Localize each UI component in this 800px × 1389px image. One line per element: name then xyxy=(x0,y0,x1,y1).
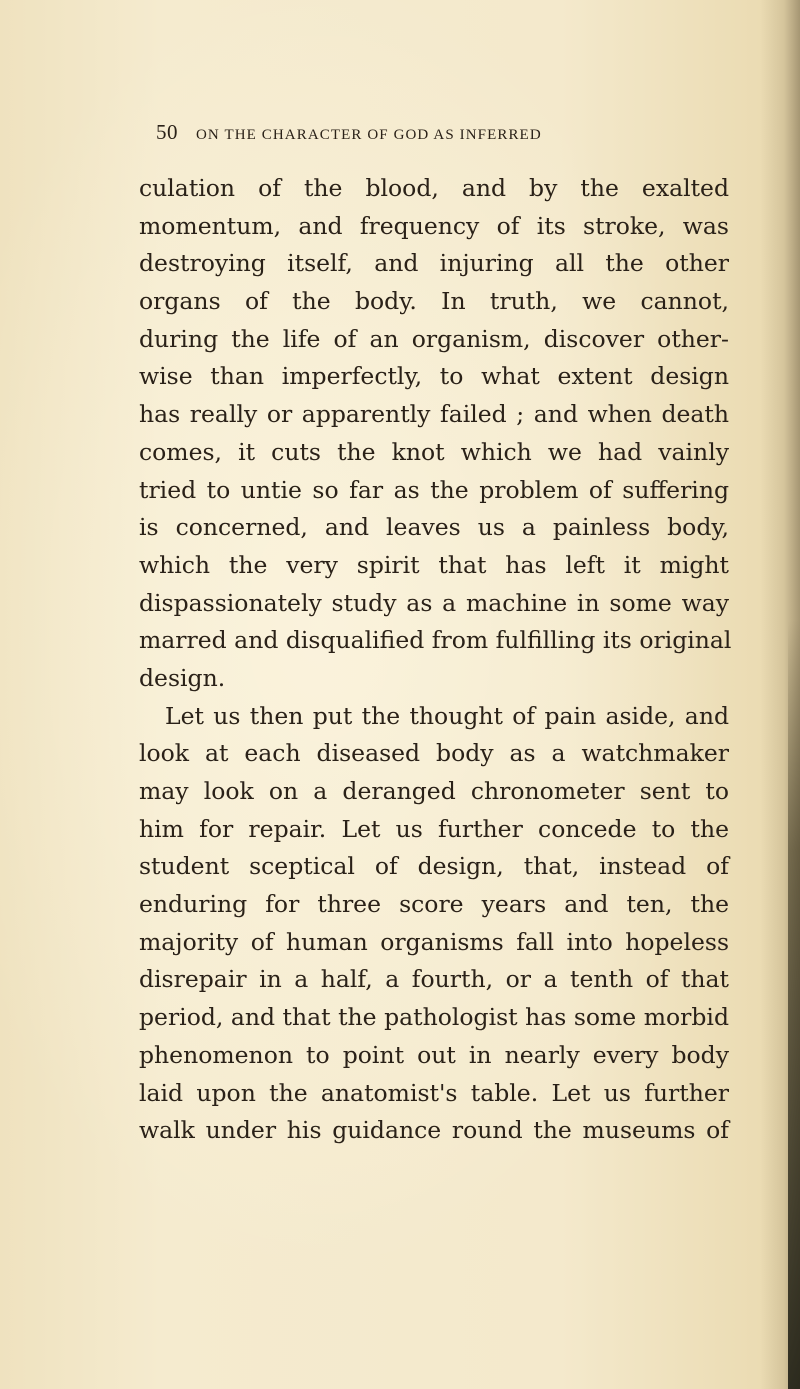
running-title: ON THE CHARACTER OF GOD AS INFERRED xyxy=(196,127,542,143)
text-line: look at each diseased body as a watchmaker xyxy=(139,739,729,768)
text-line: period, and that the pathologist has some morbid xyxy=(139,1003,729,1032)
text-line: laid upon the anatomist's table. Let us further xyxy=(139,1078,729,1107)
running-head xyxy=(156,120,716,148)
text-line: which the very spirit that has left it might xyxy=(139,550,729,579)
text-line: dispassionately study as a machine in some way xyxy=(139,588,729,617)
text-line: Let us then put the thought of pain aside, and xyxy=(165,701,729,730)
text-line: phenomenon to point out in nearly every body xyxy=(139,1040,729,1069)
text-line: has really or apparently failed ; and when death xyxy=(139,400,729,429)
text-line: student sceptical of design, that, instead of xyxy=(139,852,729,881)
text-line: during the life of an organism, discover other- xyxy=(139,324,729,353)
text-line: may look on a deranged chronometer sent to xyxy=(139,777,729,805)
text-line: culation of the blood, and by the exalted xyxy=(139,174,729,202)
text-line: design. xyxy=(139,663,226,692)
text-line: wise than imperfectly, to what extent design xyxy=(139,362,729,391)
text-line: walk under his guidance round the museums of xyxy=(139,1116,729,1145)
text-line: momentum, and frequency of its stroke, was xyxy=(139,211,729,240)
text-line: marred and disqualified from fulfilling its original xyxy=(139,626,732,655)
text-line: enduring for three score years and ten, the xyxy=(139,890,729,919)
page-edge-binding xyxy=(788,620,800,1389)
text-line: him for repair. Let us further concede to the xyxy=(139,814,729,843)
text-line: is concerned, and leaves us a painless body, xyxy=(139,513,729,542)
text-line: majority of human organisms fall into hopeless xyxy=(139,927,729,956)
body-text xyxy=(139,170,732,1150)
text-line: tried to untie so far as the problem of suffering xyxy=(139,475,729,504)
text-line: comes, it cuts the knot which we had vainly xyxy=(139,437,729,466)
page-number: 50 xyxy=(156,120,178,144)
text-line: destroying itself, and injuring all the other xyxy=(139,249,729,278)
text-line: organs of the body. In truth, we cannot, xyxy=(139,287,729,316)
text-line: disrepair in a half, a fourth, or a tenth of that xyxy=(139,965,729,994)
